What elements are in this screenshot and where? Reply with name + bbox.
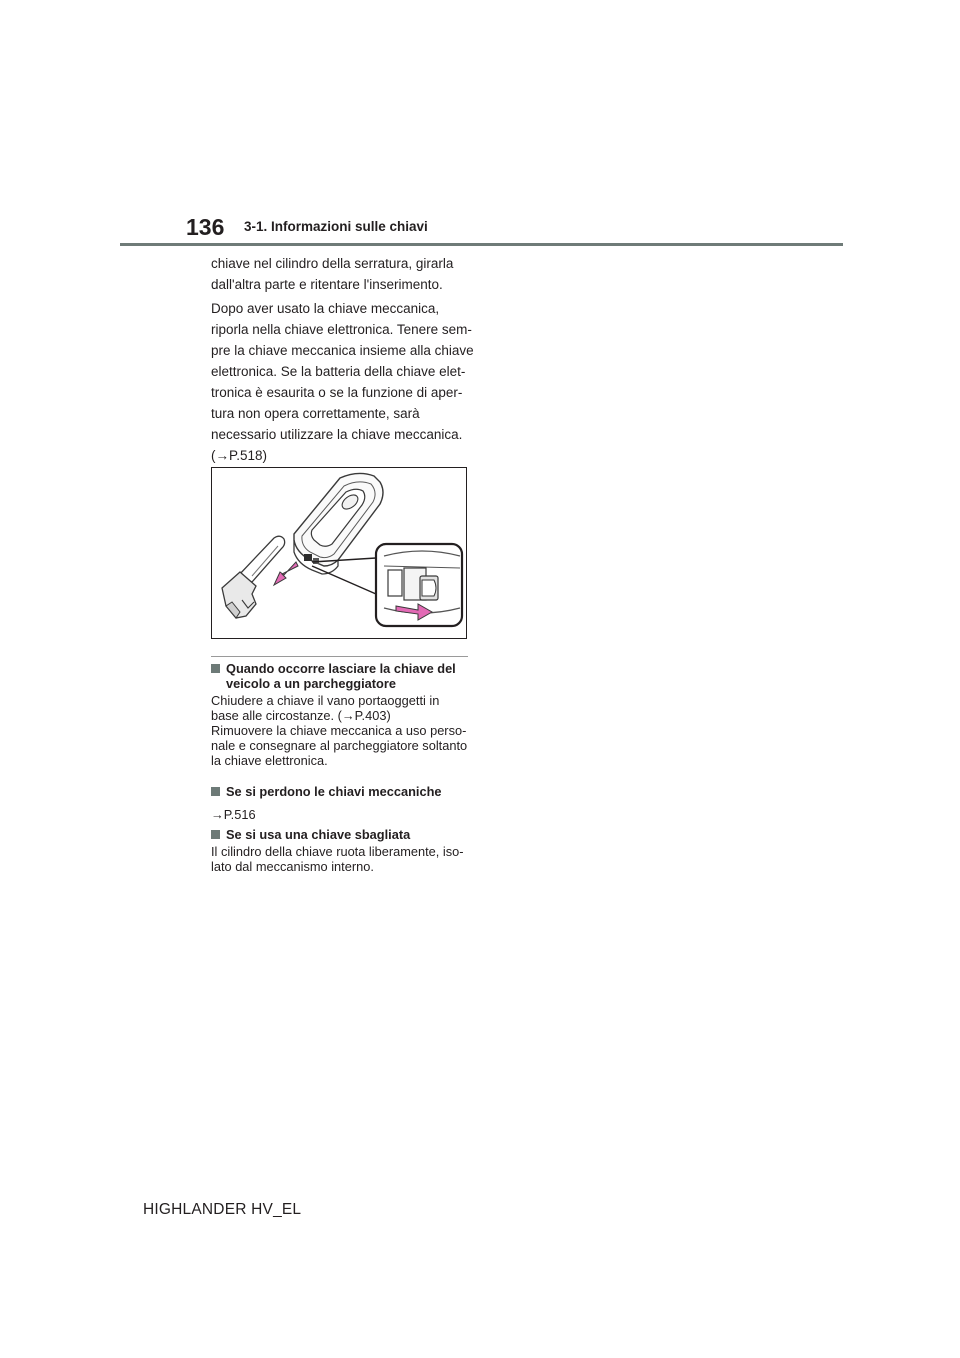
- square-bullet-icon: [211, 664, 220, 673]
- mechanical-key-icon: [222, 536, 285, 618]
- section-title: 3-1. Informazioni sulle chiavi: [244, 219, 428, 234]
- note-heading: [211, 827, 473, 842]
- release-button-detail: [376, 544, 462, 626]
- paragraph-line: pre la chiave meccanica insieme alla chiave: [211, 343, 474, 358]
- note-heading: [211, 661, 473, 691]
- note-text: [211, 807, 473, 822]
- header-rule: [120, 243, 843, 246]
- note-line: Chiudere a chiave il vano portaoggetti in: [211, 693, 440, 708]
- paragraph-line: tronica è esaurita o se la funzione di aper-: [211, 385, 463, 400]
- note-heading: [211, 784, 473, 799]
- paragraph-line: tura non opera correttamente, sarà: [211, 406, 420, 421]
- paragraph-line: necessario utilizzare la chiave meccanica.: [211, 427, 463, 442]
- key-removal-figure: [211, 467, 467, 639]
- square-bullet-icon: [211, 830, 220, 839]
- paragraph-line: chiave nel cilindro della serratura, girarla: [211, 256, 454, 271]
- paragraph-2: [211, 298, 481, 466]
- paragraph-1: [211, 253, 481, 295]
- page-reference-link[interactable]: →P.516: [211, 807, 256, 822]
- note-line: la chiave elettronica.: [211, 753, 328, 768]
- heading-line: Se si usa una chiave sbagliata: [226, 827, 411, 842]
- note-line: Il cilindro della chiave ruota liberamente, iso-: [211, 844, 464, 859]
- heading-line: veicolo a un parcheggiatore: [226, 676, 396, 691]
- note-line: Rimuovere la chiave meccanica a uso perso-: [211, 723, 467, 738]
- note-valet-parking: [211, 661, 473, 768]
- callout-line: [312, 566, 376, 594]
- smart-key-illustration: [212, 468, 466, 638]
- note-text: [211, 844, 473, 874]
- note-text: [211, 693, 473, 768]
- removal-arrow-icon: [274, 562, 298, 585]
- section-divider: [211, 656, 468, 657]
- paragraph-line: dall'altra parte e ritentare l'inserimento.: [211, 277, 443, 292]
- heading-line: Se si perdono le chiavi meccaniche: [226, 784, 442, 799]
- paragraph-line: riporla nella chiave elettronica. Tenere sem-: [211, 322, 472, 337]
- note-lost-keys: [211, 784, 473, 822]
- paragraph-line: elettronica. Se la batteria della chiave elet-: [211, 364, 466, 379]
- paragraph-line: Dopo aver usato la chiave meccanica,: [211, 301, 440, 316]
- note-line: lato dal meccanismo interno.: [211, 859, 374, 874]
- page-number: 136: [186, 214, 225, 240]
- footer-model-name: HIGHLANDER HV_EL: [143, 1201, 302, 1218]
- note-line: nale e consegnare al parcheggiatore soltanto: [211, 738, 468, 753]
- note-wrong-key: [211, 827, 473, 874]
- paragraph-line: (→P.518): [211, 448, 268, 463]
- heading-line: Quando occorre lasciare la chiave del: [226, 661, 456, 676]
- square-bullet-icon: [211, 787, 220, 796]
- note-line: base alle circostanze. (→P.403): [211, 708, 391, 723]
